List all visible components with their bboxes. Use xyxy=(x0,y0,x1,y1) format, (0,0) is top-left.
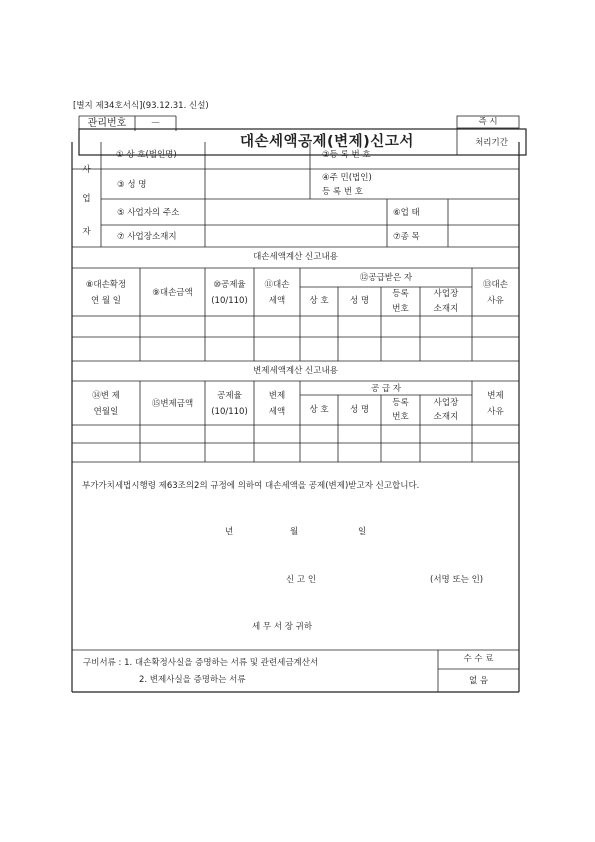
management-number-value[interactable]: － xyxy=(150,118,161,129)
bad-debt-section-title: 대손세액계산 신고내용 xyxy=(253,252,338,262)
bad-debt-sub-regno-2: 번호 xyxy=(392,304,409,314)
repayment-reason-header-2: 사유 xyxy=(487,407,504,417)
bad-debt-sub-regno: 등록 xyxy=(392,289,409,299)
bad-debt-rate-header-2: (10/110) xyxy=(211,296,248,306)
signature-label: (서명 또는 인) xyxy=(430,575,484,585)
repayment-date-header-2: 연월일 xyxy=(93,407,119,417)
address-label: ⑤ 사업자의 주소 xyxy=(117,208,180,218)
bad-debt-sub-trade: 상 호 xyxy=(309,296,329,306)
bad-debt-sub-name: 성 명 xyxy=(349,296,370,306)
business-name-label: ① 상 호(법인명) xyxy=(116,150,177,160)
bad-debt-rate-header: ⑩공제율 xyxy=(213,280,246,290)
business-type-field[interactable] xyxy=(448,199,519,225)
repayment-rate-header: 공제율 xyxy=(217,391,242,401)
repayment-row[interactable] xyxy=(72,425,519,443)
required-documents-item-2: 2. 변제사실을 증명하는 서류 xyxy=(139,675,246,685)
required-documents-label: 구비서류 : 1. 대손확정사실을 증명하는 서류 및 관련세금계산서 xyxy=(83,658,319,668)
bad-debt-reason-header: ⑬대손 xyxy=(483,280,508,290)
fee-value: 없 음 xyxy=(468,676,489,686)
side-char-2: 업 xyxy=(82,194,91,204)
address-field[interactable] xyxy=(205,199,387,225)
repayment-amount-header: ⑮변제금액 xyxy=(151,399,194,409)
bad-debt-amount-header: ⑨대손금액 xyxy=(152,288,193,298)
location-label: ⑦ 사업장소재지 xyxy=(117,232,177,242)
bad-debt-sub-location: 사업장 xyxy=(433,289,459,299)
repayment-section-title: 변제세액계산 신고내용 xyxy=(253,366,338,376)
resident-number-field[interactable] xyxy=(400,169,519,199)
representative-name-label: ③ 성 명 xyxy=(117,180,147,190)
form-number-label: [별지 제34호서식](93.12.31. 신설) xyxy=(73,101,209,111)
fee-label: 수 수 료 xyxy=(463,654,494,664)
repayment-supplier-header: 공 급 자 xyxy=(370,384,402,394)
form-title: 대손세액공제(변제)신고서 xyxy=(240,134,414,150)
repayment-date-header: ⑭변 제 xyxy=(92,391,120,401)
immediate-label: 즉 시 xyxy=(478,117,498,127)
bad-debt-row[interactable] xyxy=(72,337,519,361)
bad-debt-row[interactable] xyxy=(72,316,519,337)
recipient-label: 세 무 서 장 귀하 xyxy=(252,622,313,632)
bad-debt-date-header-2: 연 월 일 xyxy=(90,296,122,306)
month-label: 월 xyxy=(290,527,299,537)
business-item-label: ⑦종 목 xyxy=(393,232,420,242)
repayment-sub-location-2: 소재지 xyxy=(433,412,459,422)
bad-debt-sub-location-2: 소재지 xyxy=(433,304,459,314)
reporter-label: 신 고 인 xyxy=(286,575,317,585)
resident-number-label-2: 등 록 번 호 xyxy=(322,187,363,197)
resident-number-label: ④주 민(법인) xyxy=(322,173,372,183)
side-char-3: 자 xyxy=(82,227,91,237)
declaration-statement: 부가가치세법시행령 제63조의2의 규정에 의하여 대손세액을 공제(변제)받고자 신고합니다. xyxy=(82,481,420,491)
day-label: 일 xyxy=(358,527,367,537)
repayment-reason-header: 변제 xyxy=(487,391,504,401)
repayment-rate-header-2: (10/110) xyxy=(211,407,248,417)
repayment-tax-header: 변제 xyxy=(268,391,286,401)
repayment-row[interactable] xyxy=(72,443,519,462)
repayment-sub-regno-2: 번호 xyxy=(392,412,409,422)
bad-debt-tax-header: ⑪대손 xyxy=(264,280,290,290)
bad-debt-reason-header-2: 사유 xyxy=(487,296,504,306)
repayment-sub-name: 성 명 xyxy=(349,405,370,415)
bad-debt-date-header: ⑧대손확정 xyxy=(85,280,127,290)
business-type-label: ⑥업 태 xyxy=(393,208,420,218)
processing-period-label: 처리기간 xyxy=(475,138,508,148)
side-char-1: 사 xyxy=(82,165,91,175)
repayment-sub-regno: 등록 xyxy=(392,398,409,408)
repayment-tax-header-2: 세액 xyxy=(268,407,286,417)
bad-debt-tax-header-2: 세액 xyxy=(268,296,286,306)
business-item-field[interactable] xyxy=(448,225,519,247)
location-field[interactable] xyxy=(205,225,387,247)
year-label: 년 xyxy=(225,527,234,537)
representative-name-field[interactable] xyxy=(205,169,310,199)
management-number-label: 관리번호 xyxy=(87,118,127,129)
repayment-sub-location: 사업장 xyxy=(433,398,459,408)
bad-debt-supplied-header: ⑫공급받은 자 xyxy=(359,273,413,283)
registration-number-label: ②등 록 번 호 xyxy=(322,150,371,160)
repayment-sub-trade: 상 호 xyxy=(309,405,329,415)
